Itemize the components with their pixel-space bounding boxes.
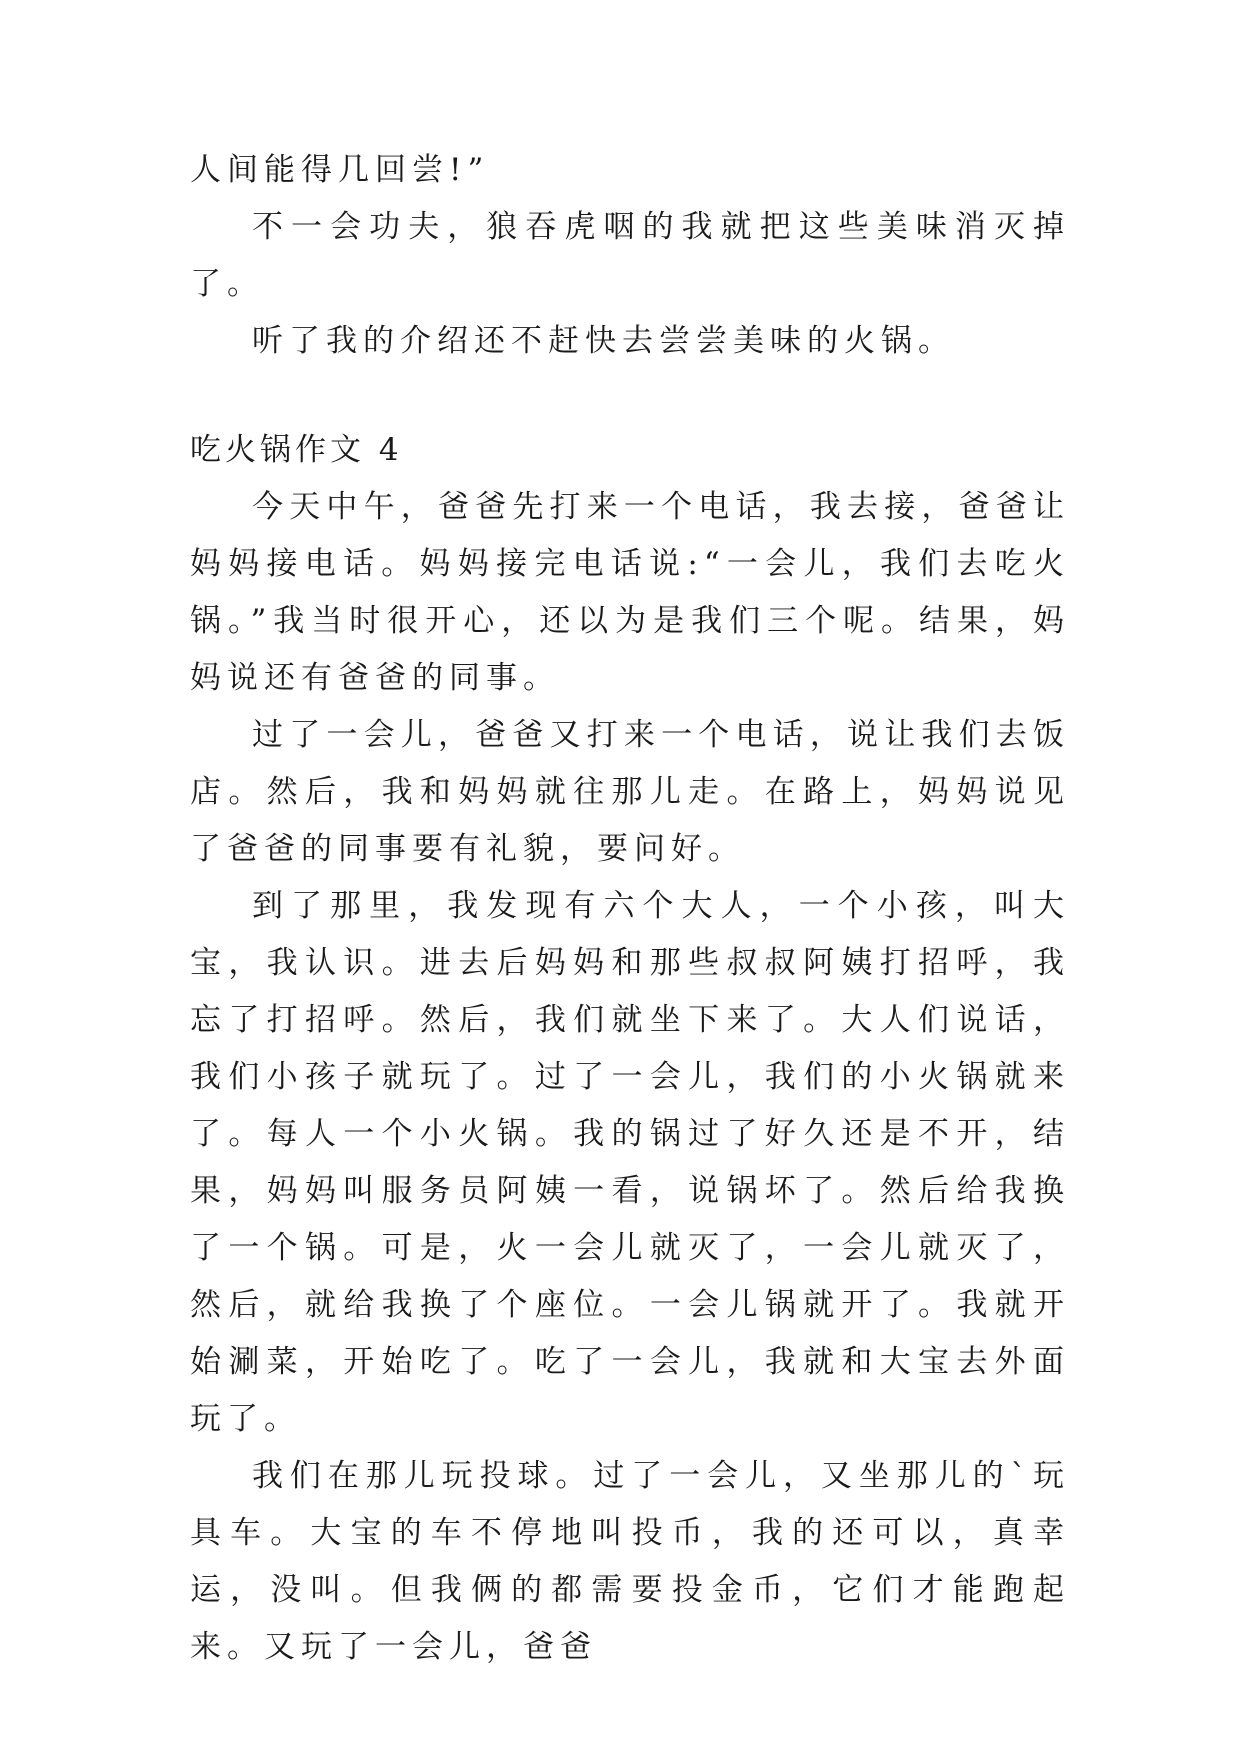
- paragraph-before-1: 不一会功夫，狼吞虎咽的我就把这些美味消灭掉了。: [190, 209, 1070, 302]
- section-gap: [190, 370, 1070, 422]
- section-title: 吃火锅作文 4: [190, 432, 403, 468]
- paragraph-4: 我们在那儿玩投球。过了一会儿，又坐那儿的`玩具车。大宝的车不停地叫投币，我的还可以，真幸运，没叫。但我俩的都需要投金币，它们才能跑起来。又玩了一会儿，爸爸: [190, 1458, 1070, 1665]
- document-body: [190, 142, 1070, 1676]
- paragraph-3: 到了那里，我发现有六个大人，一个小孩，叫大宝，我认识。进去后妈妈和那些叔叔阿姨打招呼，我忘了打招呼。然后，我们就坐下来了。大人们说话，我们小孩子就玩了。过了一会儿，我们的小火锅就来了。每人一个小火锅。我的锅过了好久还是不开，结果，妈妈叫服务员阿姨一看，说锅坏了。然后给我换了一个锅。可是，火一会儿就灭了，一会儿就灭了，然后，就给我换了个座位。一会儿锅就开了。我就开始涮菜，开始吃了。吃了一会儿，我就和大宝去外面玩了。: [190, 888, 1070, 1437]
- continuation-line: 人间能得几回尝!”: [190, 152, 490, 188]
- paragraph-1: 今天中午，爸爸先打来一个电话，我去接，爸爸让妈妈接电话。妈妈接完电话说:“一会儿，我们去吃火锅。”我当时很开心，还以为是我们三个呢。结果，妈妈说还有爸爸的同事。: [190, 489, 1070, 696]
- paragraph-before-2: 听了我的介绍还不赶快去尝尝美味的火锅。: [252, 323, 955, 359]
- paragraph-2: 过了一会儿，爸爸又打来一个电话，说让我们去饭店。然后，我和妈妈就往那儿走。在路上，妈妈说见了爸爸的同事要有礼貌，要问好。: [190, 717, 1070, 867]
